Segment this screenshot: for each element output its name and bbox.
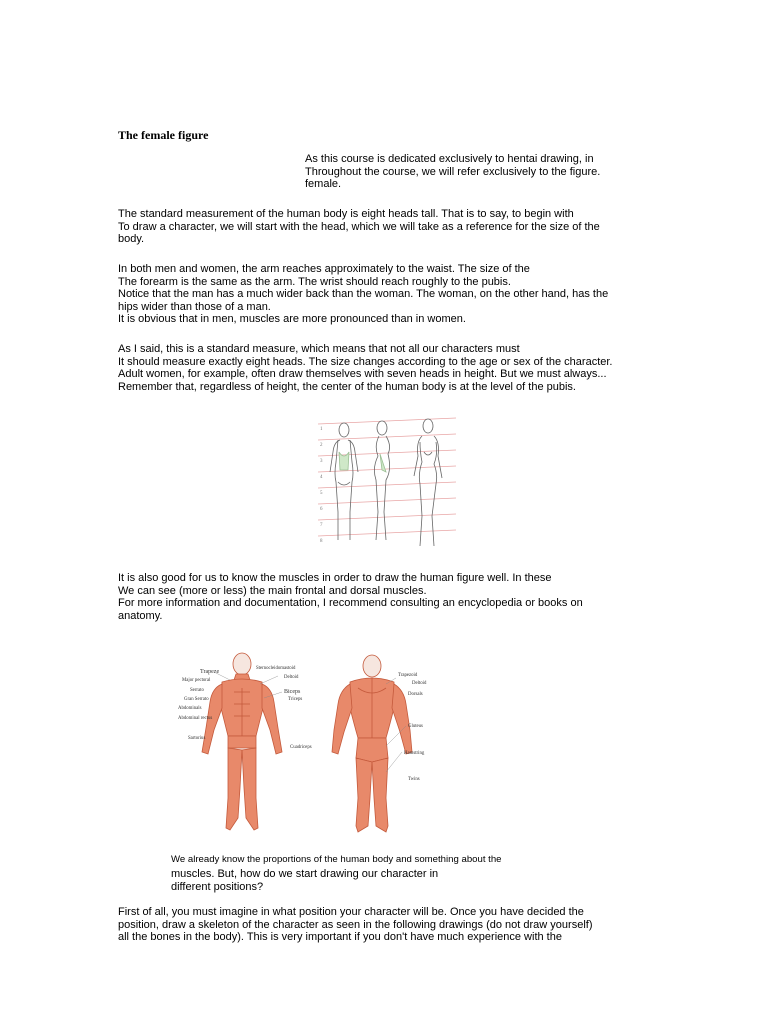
- paragraph-muscles: [118, 572, 583, 622]
- text-line: The standard measurement of the human body is eight heads tall. That is to say, to begin with: [118, 208, 574, 220]
- text-line: For more information and documentation, I recommend consulting an encyclopedia or books on: [118, 597, 583, 610]
- text-line: As I said, this is a standard measure, which means that not all our characters must: [118, 343, 520, 355]
- muscle-label: Triceps: [288, 697, 303, 702]
- muscle-label: Deltoid: [412, 681, 427, 686]
- muscle-label: Abdominals: [178, 706, 202, 711]
- intro-line: female.: [305, 178, 342, 191]
- muscle-anatomy-image: [172, 648, 444, 836]
- muscle-label: Gluteus: [408, 724, 423, 729]
- muscle-label: Trapeze: [200, 669, 220, 675]
- text-line: Remember that, regardless of height, the center of the human body is at the level of the pubis.: [118, 380, 576, 393]
- text-line: In both men and women, the arm reaches approximately to the waist. The size of the: [118, 263, 530, 275]
- front-figure-sketch: [330, 423, 358, 540]
- scale-number: 5: [320, 491, 323, 496]
- scale-number: 8: [320, 539, 323, 544]
- muscle-label: Serrato: [190, 688, 204, 693]
- muscle-label: Dorsals: [408, 692, 423, 697]
- muscle-label: Sartorius: [188, 736, 206, 741]
- text-line: It is obvious that in men, muscles are more pronounced than in women.: [118, 313, 466, 326]
- section-heading: The female figure: [118, 128, 209, 142]
- paragraph-arms: [118, 263, 608, 326]
- muscle-label: Sternocleidomastoid: [256, 666, 296, 671]
- text-line: muscles. But, how do we start drawing our character in: [171, 868, 439, 880]
- muscle-label: Major pectoral: [182, 678, 211, 683]
- side-figure-sketch: [374, 421, 389, 540]
- text-line: We can see (more or less) the main frontal and dorsal muscles.: [118, 584, 427, 597]
- text-line: It should measure exactly eight heads. The size changes according to the age or sex of the character.: [118, 355, 613, 368]
- height-guide-lines: [318, 418, 456, 536]
- text-line: all the bones in the body). This is very important if you don't have much experience with the: [118, 931, 562, 944]
- text-line: anatomy.: [118, 609, 163, 622]
- paragraph-skeleton: [118, 906, 592, 944]
- scale-number: 2: [320, 443, 323, 448]
- muscle-label: Gran Serrato: [184, 697, 209, 702]
- muscle-label: Cuadriceps: [290, 745, 312, 750]
- intro-line: Throughout the course, we will refer exclusively to the figure.: [305, 165, 601, 178]
- muscle-label: Biceps: [284, 689, 301, 695]
- text-line: different positions?: [171, 880, 264, 893]
- muscle-label: Twins: [408, 777, 420, 782]
- back-muscle-figure: [332, 655, 412, 832]
- scale-number: 3: [320, 459, 323, 464]
- text-line: To draw a character, we will start with the head, which we will take as a reference for the size of the: [118, 220, 600, 233]
- muscle-label: Deltoid: [284, 675, 299, 680]
- scale-number: 7: [320, 523, 323, 528]
- paragraph-proportions: [118, 208, 600, 246]
- muscle-label: Hamstring: [404, 751, 425, 756]
- scale-number: 1: [320, 427, 323, 432]
- intro-paragraph: [305, 153, 600, 191]
- text-line: The forearm is the same as the arm. The wrist should reach roughly to the pubis.: [118, 275, 511, 288]
- text-line: Notice that the man has a much wider back than the woman. The woman, on the other hand, has the: [118, 288, 609, 301]
- proportion-figure-image: [316, 412, 460, 552]
- intro-line: As this course is dedicated exclusively to hentai drawing, in: [305, 153, 594, 165]
- paragraph-standard-measure: [118, 343, 612, 393]
- text-line: First of all, you must imagine in what position your character will be. Once you have decided the: [118, 906, 584, 918]
- text-line: body.: [118, 233, 145, 246]
- scale-number: 4: [320, 475, 323, 480]
- text-line: hips wider than those of a man.: [118, 300, 271, 313]
- text-line: position, draw a skeleton of the character as seen in the following drawings (do not draw yourself): [118, 918, 593, 931]
- scale-number: 6: [320, 507, 323, 512]
- text-line: It is also good for us to know the muscles in order to draw the human figure well. In these: [118, 572, 552, 584]
- paragraph-positions: [171, 868, 438, 893]
- caption-line: We already know the proportions of the human body and something about the: [171, 854, 502, 865]
- muscle-label: Abdominal rectus: [178, 716, 213, 721]
- muscle-label: Trapezoid: [398, 673, 418, 678]
- text-line: Adult women, for example, often draw themselves with seven heads in height. But we must always...: [118, 368, 607, 381]
